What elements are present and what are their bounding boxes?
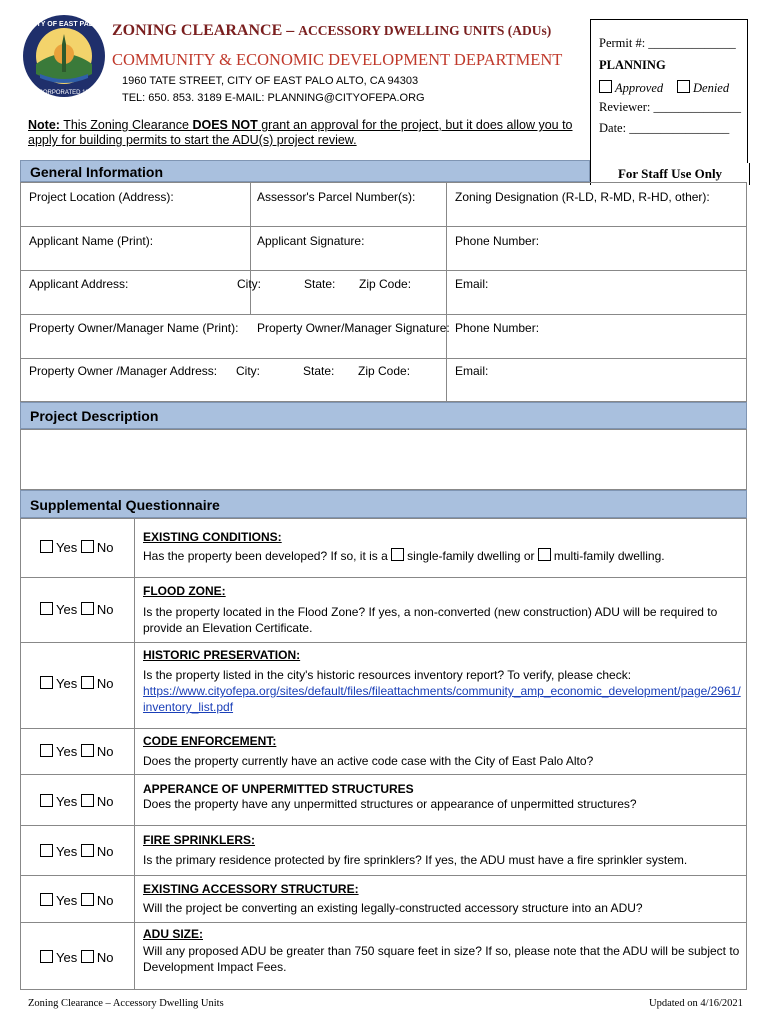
- q6-yes-checkbox[interactable]: [40, 844, 53, 857]
- q7-yes-checkbox[interactable]: [40, 893, 53, 906]
- apn-field[interactable]: Assessor's Parcel Number(s):: [257, 190, 416, 204]
- q8-no-checkbox[interactable]: [81, 950, 94, 963]
- footer-right: Updated on 4/16/2021: [649, 998, 743, 1009]
- approved-option[interactable]: Approved: [599, 80, 663, 96]
- approved-checkbox[interactable]: [599, 80, 612, 93]
- footer-left: Zoning Clearance – Accessory Dwelling Units: [28, 998, 224, 1009]
- denied-checkbox[interactable]: [677, 80, 690, 93]
- q3-historic-preservation: HISTORIC PRESERVATION: Is the property listed in the city's historic resources inventory report? To verify, please check: https://www.cityofepa.org/sites/default/files/fileattachments/community_amp_economic_development/page/2961/inventory_list.pdf: [143, 648, 743, 715]
- q4-no-checkbox[interactable]: [81, 744, 94, 757]
- staff-use-box: [590, 19, 748, 164]
- q3-yes-no: Yes No: [40, 676, 113, 691]
- q2-yes-no: Yes No: [40, 602, 113, 617]
- project-description-heading: Project Description: [20, 402, 747, 429]
- q2-no-checkbox[interactable]: [81, 602, 94, 615]
- q7-yes-no: Yes No: [40, 893, 113, 908]
- zoning-field[interactable]: Zoning Designation (R-LD, R-MD, R-HD, other):: [455, 190, 710, 204]
- form-title: ZONING CLEARANCE – ACCESSORY DWELLING UNITS (ADUs): [112, 22, 552, 39]
- department-name: COMMUNITY & ECONOMIC DEVELOPMENT DEPARTMENT: [112, 50, 563, 69]
- applicant-email-field[interactable]: Email:: [455, 277, 489, 291]
- single-family-checkbox[interactable]: [391, 548, 404, 561]
- applicant-zip-field[interactable]: Zip Code:: [359, 277, 412, 291]
- q2-flood-zone: FLOOD ZONE: Is the property located in the Flood Zone? If yes, a non-converted (new construction) ADU will be required to provide an Elevation Certificate.: [143, 584, 718, 635]
- q4-yes-no: Yes No: [40, 744, 113, 759]
- owner-state-field[interactable]: State:: [303, 364, 335, 378]
- q1-no-checkbox[interactable]: [81, 540, 94, 553]
- q1-yes-checkbox[interactable]: [40, 540, 53, 553]
- questionnaire-heading: Supplemental Questionnaire: [20, 490, 747, 518]
- contact-line: TEL: 650. 853. 3189 E-MAIL: PLANNING@CITYOFEPA.ORG: [122, 92, 425, 104]
- owner-phone-field[interactable]: Phone Number:: [455, 321, 540, 335]
- general-info-heading: General Information: [20, 160, 590, 182]
- q6-no-checkbox[interactable]: [81, 844, 94, 857]
- q8-adu-size: ADU SIZE: Will any proposed ADU be greater than 750 square feet in size? If so, please note that the ADU will be subject to Development Impact Fees.: [143, 927, 740, 974]
- applicant-state-field[interactable]: State:: [304, 277, 336, 291]
- for-staff-use-label: For Staff Use Only: [590, 163, 750, 185]
- date-field: Date: ________________: [599, 121, 730, 135]
- denied-option[interactable]: Denied: [677, 80, 729, 96]
- owner-zip-field[interactable]: Zip Code:: [358, 364, 411, 378]
- q8-yes-no: Yes No: [40, 950, 113, 965]
- q7-existing-accessory-structure: EXISTING ACCESSORY STRUCTURE: Will the project be converting an existing legally-constructed accessory structure into an ADU?: [143, 882, 643, 915]
- reviewer-field: Reviewer: ______________: [599, 100, 741, 114]
- q6-yes-no: Yes No: [40, 844, 113, 859]
- q6-fire-sprinklers: FIRE SPRINKLERS: Is the primary residence protected by fire sprinklers? If yes, the ADU must have a fire sprinkler system.: [143, 833, 688, 867]
- project-location-field[interactable]: Project Location (Address):: [29, 190, 174, 204]
- q3-no-checkbox[interactable]: [81, 676, 94, 689]
- applicant-phone-field[interactable]: Phone Number:: [455, 234, 540, 248]
- q7-no-checkbox[interactable]: [81, 893, 94, 906]
- inventory-link[interactable]: https://www.cityofepa.org/sites/default/files/fileattachments/community_amp_economic_development/page/2961/inventory_list.pdf: [143, 684, 741, 714]
- planning-label: PLANNING: [599, 58, 666, 72]
- q4-code-enforcement: CODE ENFORCEMENT: Does the property currently have an active code case with the City of East Palo Alto?: [143, 734, 594, 768]
- project-description-field[interactable]: [20, 429, 747, 490]
- address-block: [122, 73, 425, 107]
- svg-text:CITY OF EAST PALO: CITY OF EAST PALO: [29, 21, 99, 28]
- note: Note: This Zoning Clearance DOES NOT grant an approval for the project, but it does allow you to apply for building permits to start the ADU(s) project review.: [28, 118, 573, 147]
- owner-email-field[interactable]: Email:: [455, 364, 489, 378]
- applicant-address-field[interactable]: Applicant Address:: [29, 277, 129, 291]
- permit-number: Permit #: ______________: [599, 36, 736, 50]
- owner-address-field[interactable]: Property Owner /Manager Address:: [29, 364, 218, 378]
- q8-yes-checkbox[interactable]: [40, 950, 53, 963]
- q4-yes-checkbox[interactable]: [40, 744, 53, 757]
- q3-yes-checkbox[interactable]: [40, 676, 53, 689]
- q2-yes-checkbox[interactable]: [40, 602, 53, 615]
- q5-unpermitted-structures: APPERANCE OF UNPERMITTED STRUCTURES Does the property have any unpermitted structures or appearance of unpermitted structures?: [143, 782, 637, 811]
- address-line: 1960 TATE STREET, CITY OF EAST PALO ALTO, CA 94303: [122, 75, 419, 87]
- applicant-name-field[interactable]: Applicant Name (Print):: [29, 234, 154, 248]
- q5-yes-no: Yes No: [40, 794, 113, 809]
- owner-city-field[interactable]: City:: [236, 364, 260, 378]
- city-seal-logo: [22, 14, 106, 98]
- q1-existing-conditions: EXISTING CONDITIONS: Has the property been developed? If so, it is a single-family dwelling or multi-family dwelling.: [143, 530, 665, 563]
- q5-no-checkbox[interactable]: [81, 794, 94, 807]
- svg-text:INCORPORATED 1983: INCORPORATED 1983: [32, 90, 96, 96]
- q1-yes-no: Yes No: [40, 540, 113, 555]
- applicant-city-field[interactable]: City:: [237, 277, 261, 291]
- owner-signature-field[interactable]: Property Owner/Manager Signature:: [257, 321, 450, 335]
- applicant-signature-field[interactable]: Applicant Signature:: [257, 234, 365, 248]
- multi-family-checkbox[interactable]: [538, 548, 551, 561]
- q5-yes-checkbox[interactable]: [40, 794, 53, 807]
- owner-name-field[interactable]: Property Owner/Manager Name (Print):: [29, 321, 239, 335]
